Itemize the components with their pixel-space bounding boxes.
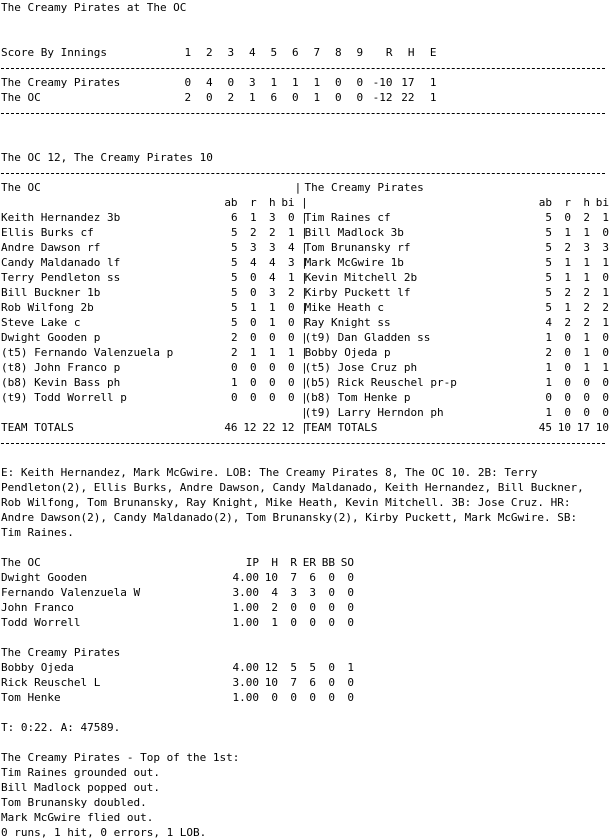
pitcher-row bbox=[1, 660, 609, 675]
stat-bi: 0 bbox=[602, 346, 609, 359]
divider bbox=[1, 60, 609, 75]
player-name: Steve Lake c bbox=[1, 316, 81, 329]
linescore-header bbox=[1, 45, 609, 60]
team-totals-row: TEAM TOTALS 46 12 22 12 | TEAM TOTALS 45 10 17 10 bbox=[1, 421, 609, 434]
inning-score: 1 bbox=[291, 76, 299, 89]
pitcher-name: Rick Reuschel L bbox=[1, 676, 101, 689]
stat-ab: 5 bbox=[545, 286, 552, 299]
player-name: Tom Brunansky rf bbox=[304, 241, 411, 254]
linescore-rows bbox=[1, 75, 609, 105]
pitcher-name: Tom Henke bbox=[1, 691, 61, 704]
player-name: (t9) Larry Herndon ph bbox=[304, 406, 444, 419]
pitching-col-header: H bbox=[271, 556, 278, 569]
inning-score: 2 bbox=[184, 91, 192, 104]
box-team-header: The OC | The Creamy Pirates bbox=[1, 180, 609, 195]
box-player-row: Andre Dawson rf 5 3 3 4 | Tom Brunansky rf 5 2 3 3 bbox=[1, 241, 609, 254]
stat-ab: 1 bbox=[545, 331, 552, 344]
inning-score: 0 bbox=[184, 76, 192, 89]
pitch-r: 0 bbox=[290, 601, 297, 614]
pitch-r: 0 bbox=[290, 616, 297, 629]
stat-r: 2 bbox=[249, 226, 257, 239]
game-info: T: 0:22. A: 47589. bbox=[1, 721, 121, 734]
inning-header: 8 bbox=[334, 46, 342, 59]
stat-r bbox=[238, 405, 257, 420]
stat-h: 3 bbox=[268, 286, 276, 299]
box-player-row: Dwight Gooden p 2 0 0 0 | (t9) Dan Gladden ss 1 0 1 0 bbox=[1, 331, 609, 344]
pitch-bb: 0 bbox=[328, 571, 335, 584]
stat-ab: 0 bbox=[230, 391, 238, 404]
stat-r: 1 bbox=[564, 256, 571, 269]
stat-r: 0 bbox=[249, 271, 257, 284]
box-player-row: Ellis Burks cf 5 2 2 1 | Bill Madlock 3b 5 1 1 0 bbox=[1, 226, 609, 239]
linescore-row bbox=[1, 75, 609, 90]
box-player-row: Steve Lake c 5 0 1 0 | Ray Knight ss 4 2 2 1 bbox=[1, 316, 609, 329]
stat-r: 0 bbox=[564, 361, 571, 374]
pitch-h: 0 bbox=[271, 691, 278, 704]
stat-bi: 1 bbox=[287, 226, 295, 239]
box-player-row: Keith Hernandez 3b 6 1 3 0 | Tim Raines cf 5 0 2 1 bbox=[1, 211, 609, 224]
player-name: (t5) Fernando Valenzuela p bbox=[1, 346, 174, 359]
pitcher-row bbox=[1, 570, 609, 585]
player-name: (t9) Todd Worrell p bbox=[1, 391, 127, 404]
stat-h: 1 bbox=[583, 331, 590, 344]
stat-bi: 0 bbox=[602, 331, 609, 344]
inning-header: 3 bbox=[227, 46, 235, 59]
pbp-heading: The Creamy Pirates - Top of the 1st: bbox=[1, 751, 240, 764]
pitch-so: 0 bbox=[347, 691, 354, 704]
stat-h: 2 bbox=[583, 316, 590, 329]
stat-r: 1 bbox=[564, 271, 571, 284]
stat-h: 1 bbox=[583, 361, 590, 374]
stat-bi: 3 bbox=[287, 256, 295, 269]
h-total: 22 bbox=[401, 91, 415, 104]
player-name: (b8) Kevin Bass ph bbox=[1, 376, 121, 389]
pitching-team-name: The OC bbox=[1, 556, 41, 569]
stat-bi: 0 bbox=[602, 391, 609, 404]
pitch-so: 0 bbox=[347, 616, 354, 629]
player-name: Bobby Ojeda p bbox=[304, 346, 391, 359]
stat-ab: 5 bbox=[545, 301, 552, 314]
inning-header: 9 bbox=[356, 46, 364, 59]
pitch-ip: 4.00 bbox=[232, 661, 259, 674]
stat-bi: 1 bbox=[602, 286, 609, 299]
stat-ab: 2 bbox=[230, 331, 238, 344]
pitch-bb: 0 bbox=[328, 691, 335, 704]
stat-bi: 2 bbox=[602, 301, 609, 314]
inning-header: 1 bbox=[184, 46, 192, 59]
pitch-h: 1 bbox=[271, 616, 278, 629]
pitch-r: 7 bbox=[290, 571, 297, 584]
stat-r: 0 bbox=[564, 376, 571, 389]
stat-r: 1 bbox=[249, 211, 257, 224]
pitching-col-header: R bbox=[290, 556, 297, 569]
stat-r: 0 bbox=[249, 316, 257, 329]
team-name: The OC bbox=[1, 91, 41, 104]
stat-r: 1 bbox=[564, 301, 571, 314]
stat-ab: 5 bbox=[545, 226, 552, 239]
divider bbox=[1, 165, 609, 180]
stat-h: 0 bbox=[583, 406, 590, 419]
team-name: The Creamy Pirates bbox=[1, 76, 121, 89]
inning-score: 1 bbox=[248, 91, 256, 104]
inning-score: 1 bbox=[270, 76, 278, 89]
player-name: Terry Pendleton ss bbox=[1, 271, 121, 284]
box-player-row: Bill Buckner 1b 5 0 3 2 | Kirby Puckett lf 5 2 2 1 bbox=[1, 286, 609, 299]
pitch-bb: 0 bbox=[328, 676, 335, 689]
pitch-r: 0 bbox=[290, 691, 297, 704]
box-column-header: ab r h bi | ab r h bi bbox=[224, 196, 609, 209]
stat-bi: 0 bbox=[602, 406, 609, 419]
pitching-col-header: BB bbox=[321, 556, 335, 569]
pitch-bb: 0 bbox=[328, 586, 335, 599]
pitch-ip: 4.00 bbox=[232, 571, 259, 584]
player-name: Ray Knight ss bbox=[304, 316, 391, 329]
inning-score: 3 bbox=[248, 76, 256, 89]
stat-bi: 0 bbox=[602, 271, 609, 284]
box-player-row: Candy Maldanado lf 5 4 4 3 | Mark McGwire 1b 5 1 1 1 bbox=[1, 256, 609, 269]
stat-bi: 4 bbox=[287, 241, 295, 254]
pitch-r: 3 bbox=[290, 586, 297, 599]
pitch-er: 0 bbox=[309, 616, 316, 629]
stat-ab: 5 bbox=[545, 241, 552, 254]
stat-bi: 2 bbox=[287, 286, 295, 299]
stat-r: 0 bbox=[249, 376, 257, 389]
stat-r: 1 bbox=[249, 346, 257, 359]
pitch-h: 2 bbox=[271, 601, 278, 614]
stat-r: 0 bbox=[564, 346, 571, 359]
hits-header: H bbox=[407, 46, 415, 59]
stat-r: 0 bbox=[249, 361, 257, 374]
box-rows bbox=[1, 210, 609, 420]
stat-h: 4 bbox=[268, 271, 276, 284]
pitch-r: 7 bbox=[290, 676, 297, 689]
pitch-er: 6 bbox=[309, 571, 316, 584]
pitcher-row bbox=[1, 690, 609, 705]
pitch-bb: 0 bbox=[328, 661, 335, 674]
stat-ab: 5 bbox=[230, 241, 238, 254]
stat-ab bbox=[219, 405, 238, 420]
box-player-row: (t8) John Franco p 0 0 0 0 | (t5) Jose Cruz ph 1 0 1 1 bbox=[1, 361, 609, 374]
stat-bi: 0 bbox=[602, 376, 609, 389]
stat-ab: 2 bbox=[545, 346, 552, 359]
player-name: Bill Madlock 3b bbox=[304, 226, 404, 239]
player-name: Andre Dawson rf bbox=[1, 241, 101, 254]
pitch-so: 0 bbox=[347, 601, 354, 614]
player-name: (t9) Dan Gladden ss bbox=[304, 331, 431, 344]
final-score: The OC 12, The Creamy Pirates 10 bbox=[1, 151, 213, 164]
pitch-er: 5 bbox=[309, 661, 316, 674]
pitch-ip: 1.00 bbox=[232, 601, 259, 614]
stat-r: 0 bbox=[564, 391, 571, 404]
pitch-h: 4 bbox=[271, 586, 278, 599]
inning-scores bbox=[177, 75, 371, 90]
stat-h: 0 bbox=[583, 391, 590, 404]
away-team-name: The Creamy Pirates bbox=[304, 181, 424, 194]
e-total: 1 bbox=[429, 76, 437, 89]
stat-h: 2 bbox=[583, 301, 590, 314]
stat-ab: 2 bbox=[230, 346, 238, 359]
box-player-row: Rob Wilfong 2b 5 1 1 0 | Mike Heath c 5 1 2 2 bbox=[1, 301, 609, 314]
pitch-ip: 3.00 bbox=[232, 586, 259, 599]
stat-r: 2 bbox=[564, 316, 571, 329]
stat-ab: 0 bbox=[545, 391, 552, 404]
box-player-row: (t9) Todd Worrell p 0 0 0 0 | (b8) Tom Henke p 0 0 0 0 bbox=[1, 391, 609, 404]
inning-summary: 0 runs, 1 hit, 0 errors, 1 LOB. bbox=[1, 826, 207, 839]
linescore-label: Score By Innings bbox=[1, 46, 107, 59]
play-list bbox=[1, 765, 609, 825]
play-item: Bill Madlock popped out. bbox=[1, 781, 160, 794]
pitch-er: 0 bbox=[309, 691, 316, 704]
stat-r: 2 bbox=[564, 286, 571, 299]
pitcher-row bbox=[1, 585, 609, 600]
stat-h: 3 bbox=[583, 241, 590, 254]
player-name: (b5) Rick Reuschel pr-p bbox=[304, 376, 457, 389]
inning-score: 0 bbox=[205, 91, 213, 104]
box-player-row: (b8) Kevin Bass ph 1 0 0 0 | (b5) Rick Reuschel pr-p 1 0 0 0 bbox=[1, 376, 609, 389]
pitching-header bbox=[1, 645, 609, 660]
stat-ab: 5 bbox=[230, 226, 238, 239]
pitch-so: 0 bbox=[347, 586, 354, 599]
pitch-ip: 1.00 bbox=[232, 691, 259, 704]
inning-score: 2 bbox=[227, 91, 235, 104]
stat-r: 0 bbox=[249, 286, 257, 299]
stat-bi: 0 bbox=[287, 301, 295, 314]
box-player-row: | (t9) Larry Herndon ph 1 0 0 0 bbox=[1, 405, 609, 420]
play-item: Tim Raines grounded out. bbox=[1, 766, 160, 779]
stat-ab: 1 bbox=[545, 406, 552, 419]
stat-bi: 1 bbox=[602, 211, 609, 224]
stat-h: 0 bbox=[268, 376, 276, 389]
stat-ab: 6 bbox=[230, 211, 238, 224]
player-name: (t8) John Franco p bbox=[1, 361, 121, 374]
stat-h: 0 bbox=[268, 361, 276, 374]
stat-h: 2 bbox=[583, 286, 590, 299]
pitching-col-header: IP bbox=[245, 556, 259, 569]
pitching-header bbox=[1, 555, 609, 570]
pitch-er: 6 bbox=[309, 676, 316, 689]
stat-h: 4 bbox=[268, 256, 276, 269]
game-notes: E: Keith Hernandez, Mark McGwire. LOB: The Creamy Pirates 8, The OC 10. 2B: Terry Pendleton(2), Ellis Burks, Andre Dawson, Candy Maldanado, Keith Hernandez, Bill Buckner, Rob Wilfong, Tom Brunansky, Ray Knight, Mike Heath, Kevin Mitchell. 3B: Jose Cruz. HR: Andre Dawson(2), Candy Maldanado(2), Tom Brunansky(2), Kirby Puckett, Mark McGwire. SB: Tim Raines. bbox=[1, 466, 584, 539]
e-total: 1 bbox=[429, 91, 437, 104]
stat-bi: 1 bbox=[602, 316, 609, 329]
stat-bi: 0 bbox=[287, 331, 295, 344]
stat-ab: 5 bbox=[230, 301, 238, 314]
stat-bi: 0 bbox=[287, 391, 295, 404]
pitch-so: 1 bbox=[347, 661, 354, 674]
pitcher-name: Todd Worrell bbox=[1, 616, 81, 629]
stat-h: 1 bbox=[583, 346, 590, 359]
pitch-bb: 0 bbox=[328, 601, 335, 614]
stat-ab: 4 bbox=[545, 316, 552, 329]
pitch-h: 10 bbox=[264, 571, 278, 584]
stat-r: 2 bbox=[564, 241, 571, 254]
stat-ab: 5 bbox=[230, 256, 238, 269]
inning-score: 1 bbox=[313, 91, 321, 104]
game-title: The Creamy Pirates at The OC bbox=[1, 1, 187, 14]
pitching-section bbox=[1, 555, 609, 720]
stat-h: 1 bbox=[268, 301, 276, 314]
stat-r: 4 bbox=[249, 256, 257, 269]
player-name: Dwight Gooden p bbox=[1, 331, 101, 344]
player-name bbox=[1, 405, 219, 420]
stat-h bbox=[257, 405, 276, 420]
stat-ab: 5 bbox=[230, 286, 238, 299]
inning-score: 4 bbox=[205, 76, 213, 89]
player-name: Bill Buckner 1b bbox=[1, 286, 101, 299]
stat-r: 0 bbox=[564, 331, 571, 344]
play-item: Tom Brunansky doubled. bbox=[1, 796, 147, 809]
player-name: Kirby Puckett lf bbox=[304, 286, 411, 299]
stat-bi: 1 bbox=[287, 346, 295, 359]
divider bbox=[1, 105, 609, 120]
home-team-name: The OC bbox=[1, 181, 41, 194]
stat-bi: 1 bbox=[287, 271, 295, 284]
stat-ab: 5 bbox=[545, 211, 552, 224]
pitch-er: 0 bbox=[309, 601, 316, 614]
player-name: Mike Heath c bbox=[304, 301, 385, 314]
errors-header: E bbox=[429, 46, 437, 59]
inning-score: 0 bbox=[227, 76, 235, 89]
stat-bi: 1 bbox=[602, 256, 609, 269]
stat-h: 1 bbox=[268, 346, 276, 359]
player-name: Kevin Mitchell 2b bbox=[304, 271, 418, 284]
stat-ab: 1 bbox=[545, 376, 552, 389]
stat-h: 1 bbox=[583, 271, 590, 284]
stat-h: 0 bbox=[583, 376, 590, 389]
pitcher-name: Fernando Valenzuela W bbox=[1, 586, 141, 599]
player-name: Ellis Burks cf bbox=[1, 226, 94, 239]
pitching-col-header: SO bbox=[340, 556, 354, 569]
r-total: -12 bbox=[372, 91, 393, 104]
inning-header: 5 bbox=[270, 46, 278, 59]
stat-r: 1 bbox=[564, 226, 571, 239]
stat-h: 3 bbox=[268, 211, 276, 224]
linescore-row bbox=[1, 90, 609, 105]
inning-score: 0 bbox=[356, 76, 364, 89]
pitch-ip: 1.00 bbox=[232, 616, 259, 629]
inning-score: 0 bbox=[291, 91, 299, 104]
box-player-row: Terry Pendleton ss 5 0 4 1 | Kevin Mitchell 2b 5 1 1 0 bbox=[1, 271, 609, 284]
pitch-so: 0 bbox=[347, 571, 354, 584]
stat-bi: 0 bbox=[287, 361, 295, 374]
inning-score: 6 bbox=[270, 91, 278, 104]
pitch-r: 5 bbox=[290, 661, 297, 674]
inning-header: 6 bbox=[291, 46, 299, 59]
player-name: Candy Maldanado lf bbox=[1, 256, 121, 269]
pitch-h: 12 bbox=[264, 661, 278, 674]
inning-score: 0 bbox=[334, 76, 342, 89]
inning-score: 1 bbox=[313, 76, 321, 89]
play-item: Mark McGwire flied out. bbox=[1, 811, 154, 824]
stat-ab: 1 bbox=[230, 376, 238, 389]
pitcher-name: Bobby Ojeda bbox=[1, 661, 74, 674]
stat-r: 0 bbox=[564, 211, 571, 224]
stat-bi: 0 bbox=[602, 226, 609, 239]
r-total: -10 bbox=[372, 76, 393, 89]
box-player-row: (t5) Fernando Valenzuela p 2 1 1 1 | Bobby Ojeda p 2 0 1 0 bbox=[1, 346, 609, 359]
player-name: Rob Wilfong 2b bbox=[1, 301, 94, 314]
pitch-so: 0 bbox=[347, 676, 354, 689]
pitcher-row bbox=[1, 600, 609, 615]
player-name: (b8) Tom Henke p bbox=[304, 391, 411, 404]
inning-score: 0 bbox=[356, 91, 364, 104]
pitcher-row bbox=[1, 615, 609, 630]
pitcher-name: Dwight Gooden bbox=[1, 571, 88, 584]
stat-bi: 3 bbox=[602, 241, 609, 254]
stat-bi: 1 bbox=[602, 361, 609, 374]
stat-ab: 1 bbox=[545, 361, 552, 374]
stat-ab: 5 bbox=[230, 271, 238, 284]
inning-headers bbox=[177, 45, 371, 60]
player-name: Keith Hernandez 3b bbox=[1, 211, 121, 224]
stat-r: 0 bbox=[249, 391, 257, 404]
stat-r: 0 bbox=[564, 406, 571, 419]
stat-bi: 0 bbox=[287, 376, 295, 389]
player-name: (t5) Jose Cruz ph bbox=[304, 361, 418, 374]
stat-ab: 5 bbox=[545, 271, 552, 284]
stat-ab: 5 bbox=[230, 316, 238, 329]
stat-h: 1 bbox=[268, 316, 276, 329]
stat-r: 3 bbox=[249, 241, 257, 254]
stat-h: 3 bbox=[268, 241, 276, 254]
inning-scores bbox=[177, 90, 371, 105]
inning-header: 7 bbox=[313, 46, 321, 59]
pitching-col-header: ER bbox=[302, 556, 316, 569]
pitch-h: 10 bbox=[264, 676, 278, 689]
stat-ab: 5 bbox=[545, 256, 552, 269]
stat-h: 1 bbox=[583, 256, 590, 269]
pitching-team-name: The Creamy Pirates bbox=[1, 646, 121, 659]
h-total: 17 bbox=[401, 76, 415, 89]
pitch-bb: 0 bbox=[328, 616, 335, 629]
pitcher-row bbox=[1, 675, 609, 690]
stat-h: 2 bbox=[583, 211, 590, 224]
stat-r: 1 bbox=[249, 301, 257, 314]
pitcher-name: John Franco bbox=[1, 601, 74, 614]
pitch-ip: 3.00 bbox=[232, 676, 259, 689]
stat-ab: 0 bbox=[230, 361, 238, 374]
stat-bi: 0 bbox=[287, 316, 295, 329]
inning-header: 4 bbox=[248, 46, 256, 59]
inning-header: 2 bbox=[205, 46, 213, 59]
stat-bi bbox=[276, 405, 295, 420]
pitch-er: 3 bbox=[309, 586, 316, 599]
divider bbox=[1, 435, 609, 450]
runs-header: R bbox=[385, 46, 393, 59]
stat-h: 0 bbox=[268, 391, 276, 404]
stat-h: 0 bbox=[268, 331, 276, 344]
player-name: Tim Raines cf bbox=[304, 211, 391, 224]
inning-score: 0 bbox=[334, 91, 342, 104]
player-name: Mark McGwire 1b bbox=[304, 256, 404, 269]
stat-r: 0 bbox=[249, 331, 257, 344]
stat-h: 1 bbox=[583, 226, 590, 239]
stat-bi: 0 bbox=[287, 211, 295, 224]
stat-h: 2 bbox=[268, 226, 276, 239]
